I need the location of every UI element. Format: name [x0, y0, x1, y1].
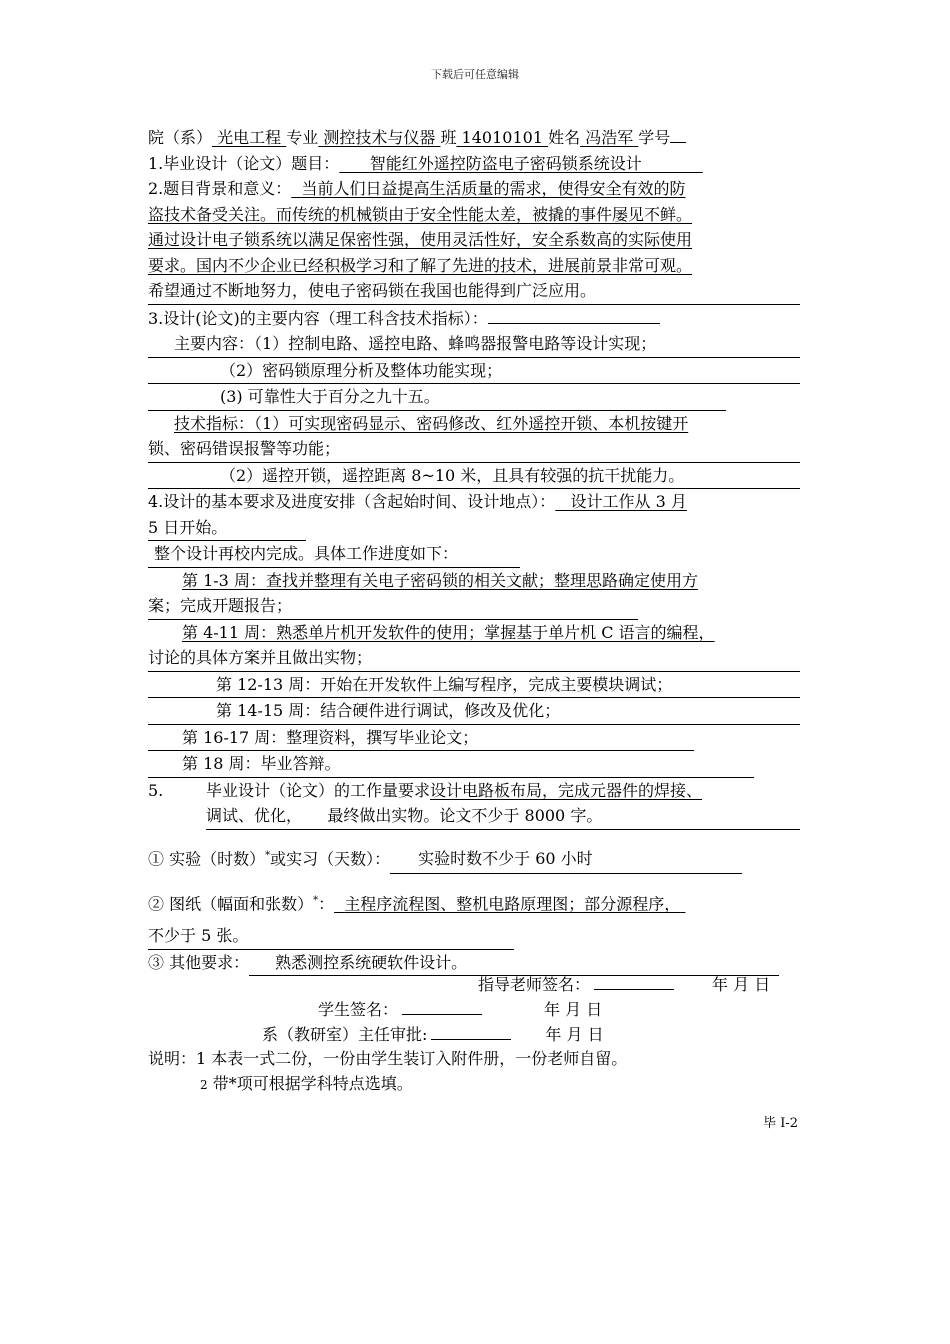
- main-content-label: 主要内容：: [174, 334, 255, 353]
- tech-spec-1b: 锁、密码错误报警等功能；: [148, 436, 800, 463]
- student-id-label: 学号: [638, 128, 671, 147]
- experiment-hours-line: [148, 842, 800, 874]
- section-1-label: 1.毕业设计（论文）题目：: [148, 153, 340, 173]
- schedule-week-4-11a: 第 4-11 周：熟悉单片机开发软件的使用；掌握基于单片机 C 语言的编程，: [182, 622, 715, 642]
- class-value: 14010101: [461, 128, 543, 147]
- tech-spec-label: 技术指标：: [174, 413, 255, 433]
- student-signature-blank[interactable]: [402, 998, 482, 1015]
- workload-req-b: 调试、优化， 最终做出实物。论文不少于 8000 字。: [148, 803, 800, 830]
- schedule-week-18: 第 18 周：毕业答辩。: [148, 751, 800, 778]
- thesis-title: 智能红外遥控防盗电子密码锁系统设计: [369, 153, 642, 173]
- main-content-2: （2）密码锁原理分析及整体功能实现；: [148, 358, 800, 385]
- student-date: 年 月 日: [544, 1000, 603, 1019]
- section-5-label: 毕业设计（论文）的工作量要求: [206, 780, 431, 800]
- major-value: 测控技术与仪器: [323, 128, 436, 147]
- background-line-3: 通过设计电子锁系统以满足保密性强，使用灵活性好，安全系数高的实际使用: [148, 230, 693, 249]
- tech-spec-1a: 技术指标：（1）可实现密码显示、密码修改、红外遥控开锁、本机按键开: [174, 413, 689, 433]
- note-2-number: 2: [200, 1078, 208, 1092]
- director-date: 年 月 日: [545, 1025, 604, 1044]
- section-2-label: 2.题目背景和意义：: [148, 179, 292, 198]
- start-time-b: 5 日开始。: [148, 515, 800, 542]
- director-approval-row: [262, 1022, 604, 1045]
- student-signature-label: 学生签名：: [318, 1000, 399, 1019]
- optional-star: *: [265, 849, 271, 861]
- advisor-signature-row: [478, 972, 770, 995]
- director-approval-label: 系（教研室）主任审批:: [262, 1025, 428, 1044]
- note-line-1: 说明：1 本表一式二份，一份由学生装订入附件册，一份老师自留。: [148, 1049, 628, 1068]
- experiment-label: ① 实验（时数）: [148, 848, 266, 868]
- form-code: 毕 I-2: [763, 1116, 798, 1131]
- main-content-1: 主要内容：（1）控制电路、遥控电路、蜂鸣器报警电路等设计实现；: [148, 331, 800, 358]
- optional-star: *: [313, 894, 319, 906]
- section-1-title: [148, 151, 800, 177]
- section-4-heading: [148, 489, 800, 515]
- note-line-2: 2 带*项可根据学科特点选填。: [200, 1074, 413, 1093]
- director-approval-blank[interactable]: [431, 1023, 511, 1040]
- schedule-week-14-15: 第 14-15 周：结合硬件进行调试，修改及优化；: [148, 698, 800, 725]
- major-label: 专业: [286, 128, 319, 147]
- other-value: 熟悉测控系统硬软件设计。: [249, 950, 779, 977]
- section-5-num: 5.: [148, 780, 164, 800]
- schedule-week-16-17: 第 16-17 周：整理资料，撰写毕业论文；: [148, 725, 800, 752]
- other-label: ③ 其他要求：: [148, 952, 250, 972]
- schedule-week-1-3a: 第 1-3 周：查找并整理有关电子密码锁的相关文献；整理思路确定使用方: [182, 570, 698, 590]
- section-5-heading: [148, 778, 800, 804]
- background-text: 当前人们日益提高生活质量的需求，使得安全有效的防: [301, 179, 686, 198]
- drawings-value-a: 主程序流程图、整机电路原理图；部分源程序，: [344, 894, 681, 914]
- section-2-line-1: [148, 176, 800, 202]
- student-id-blank: [670, 124, 686, 143]
- section-4-label: 4.设计的基本要求及进度安排（含起始时间、设计地点）：: [148, 492, 556, 511]
- schedule-week-4-11b: 讨论的具体方案并且做出实物；: [148, 645, 800, 672]
- background-line-5: 希望通过不断地努力，使电子密码锁在我国也能得到广泛应用。: [148, 278, 800, 305]
- dept-label: 院（系）: [148, 128, 213, 147]
- background-line-4: 要求。国内不少企业已经积极学习和了解了先进的技术，进展前景非常可观。: [148, 255, 693, 275]
- name-value: 冯浩军: [585, 128, 634, 147]
- student-signature-row: [318, 997, 602, 1020]
- drawings-line: ② 图纸（幅面和张数）*： 主程序流程图、整机电路原理图；部分源程序，: [148, 886, 800, 919]
- section-3-heading: [148, 305, 800, 332]
- start-time-a: 设计工作从 3 月: [570, 492, 687, 511]
- drawings-label: ② 图纸（幅面和张数）: [148, 894, 314, 914]
- advisor-date: 年 月 日: [712, 975, 771, 994]
- student-info-line: [148, 124, 800, 151]
- drawings-value-b: 不少于 5 张。: [148, 923, 800, 950]
- experiment-hours-value: 实验时数不少于 60 小时: [390, 845, 742, 874]
- task-form: [148, 124, 800, 976]
- internship-label: 或实习（天数）：: [270, 848, 391, 868]
- workload-req-a: 设计电路板布局，完成元器件的焊接、: [430, 780, 703, 800]
- schedule-week-1-3b: 案；完成开题报告；: [148, 593, 800, 620]
- main-content-3: (3) 可靠性大于百分之九十五。: [148, 384, 800, 411]
- dept-value: 光电工程: [217, 128, 282, 147]
- class-label: 班: [440, 128, 457, 147]
- tech-spec-2: （2）遥控开锁，遥控距离 8~10 米，且具有较强的抗干扰能力。: [148, 463, 800, 490]
- schedule-week-12-13: 第 12-13 周：开始在开发软件上编写程序，完成主要模块调试；: [148, 672, 800, 699]
- section-3-label: 3.设计(论文)的主要内容（理工科含技术指标）：: [148, 308, 488, 328]
- design-place: 整个设计再校内完成。具体工作进度如下：: [148, 541, 800, 568]
- name-label: 姓名: [548, 128, 581, 147]
- background-line-2: 盗技术备受关注。而传统的机械锁由于安全性能太差，被撬的事件屡见不鲜。: [148, 204, 693, 224]
- page-header-note: 下载后可任意编辑: [431, 68, 519, 81]
- notes-block: [148, 1046, 627, 1098]
- advisor-signature-blank[interactable]: [594, 973, 674, 990]
- section-3-blank: [488, 305, 660, 324]
- advisor-signature-label: 指导老师签名：: [478, 975, 591, 994]
